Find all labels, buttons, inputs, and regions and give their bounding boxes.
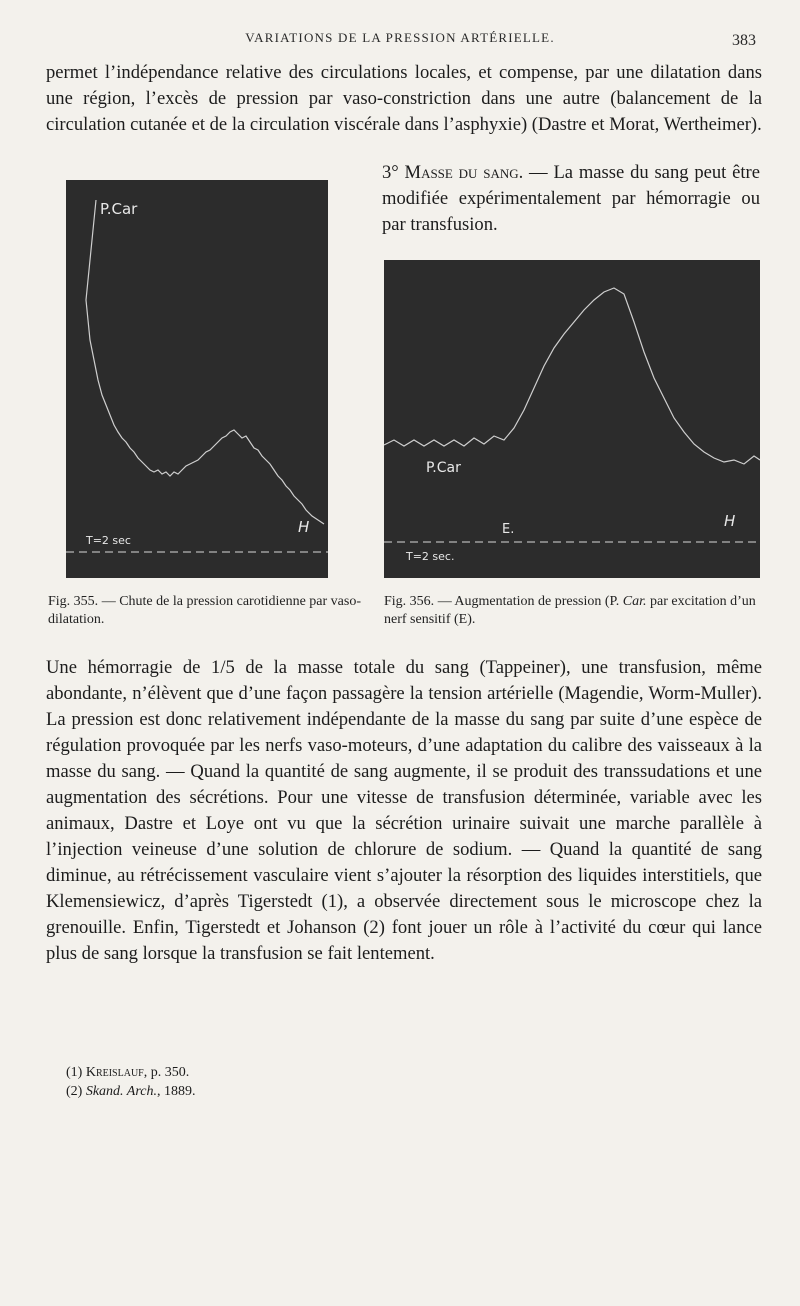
section-text: — La masse du sang peut être modifiée expérimentalement par hémorragie ou par transfusion. — [382, 162, 760, 235]
fig356-label-pcar: P.Car — [426, 460, 461, 476]
fig355-label-pcar: P.Car — [100, 200, 138, 218]
footnotes — [66, 1063, 195, 1101]
fig355-trace-svg — [66, 180, 328, 578]
fig356-label-time: T=2 sec. — [406, 550, 455, 563]
fig356-label-event: E. — [502, 522, 515, 537]
figure-356-caption — [384, 593, 770, 629]
fig355-caption-number: Fig. 355. — [48, 594, 99, 609]
page-number: 383 — [732, 32, 756, 49]
footnote-2-marker: (2) — [66, 1084, 86, 1099]
footnote-1-tail: , p. 350. — [143, 1065, 190, 1080]
figure-355-tracing — [66, 180, 328, 578]
running-title: VARIATIONS DE LA PRESSION ARTÉRIELLE. — [245, 30, 555, 45]
section-masse-du-sang — [382, 160, 760, 238]
footnote-2 — [66, 1082, 195, 1101]
fig355-marker: H — [298, 518, 310, 536]
fig356-caption-number: Fig. 356. — [384, 594, 435, 609]
fig356-caption-italic: Car. — [622, 594, 647, 609]
fig355-label-time: T=2 sec — [86, 534, 131, 547]
footnote-1-source: Kreislauf — [85, 1065, 144, 1080]
section-heading: Masse du sang. — [404, 162, 524, 183]
fig356-marker: H — [724, 512, 736, 530]
body-paragraph: Une hémorragie de 1/5 de la masse totale du sang (Tappeiner), une transfusion, même abondante, n’élèvent que d’une façon passagère la tension artérielle (Magendie, Worm-Muller). La pression est donc relativement indépendante de la masse du sang par suite d’une espèce de régulation provoquée par les nerfs vaso-moteurs, d’une adaptation du calibre des vaisseaux à la masse du sang. — Quand la quantité de sang augmente, il se produit des transsudations et une augmentation des sécrétions. Pour une vitesse de transfusion déterminée, variable avec les animaux, Dastre et Loye ont vu que la sécrétion urinaire suivait une marche parallèle à l’injection veineuse d’une solution de chlorure de sodium. — Quand la quantité de sang diminue, au rétrécissement vasculaire vient s’ajouter la résorption des liquides interstitiels, que Klemensiewicz, d’après Tigerstedt (1), a observée directement sous le microscope chez la grenouille. Enfin, Tigerstedt et Johanson (2) font jouer un rôle à l’activité du cœur qui lance plus de sang lorsque la transfusion se fait lentement. — [46, 657, 762, 964]
figure-355-caption — [48, 593, 368, 629]
section-number: 3° — [382, 162, 405, 183]
footnote-1-marker: (1) — [66, 1065, 86, 1080]
figure-356-tracing — [384, 260, 760, 578]
fig356-caption-tail: par excitation d’un nerf sensitif (E). — [384, 594, 756, 627]
fig356-caption-text: — Augmentation de pression (P. — [434, 594, 623, 609]
footnote-2-source: Skand. Arch. — [85, 1084, 157, 1099]
intro-paragraph: permet l’indépendance relative des circulations locales, et compense, par une dilatation dans une région, l’excès de pression par vaso-constriction dans une autre (balancement de la circulation cutanée et de la circulation viscérale dans l’asphyxie) (Dastre et Morat, Wertheimer). — [46, 62, 762, 135]
footnote-1 — [66, 1063, 195, 1082]
footnote-2-tail: , 1889. — [156, 1084, 196, 1099]
fig356-trace-svg — [384, 260, 760, 578]
fig355-caption-text: — Chute de la pression carotidienne par vaso-dilatation. — [48, 594, 361, 627]
